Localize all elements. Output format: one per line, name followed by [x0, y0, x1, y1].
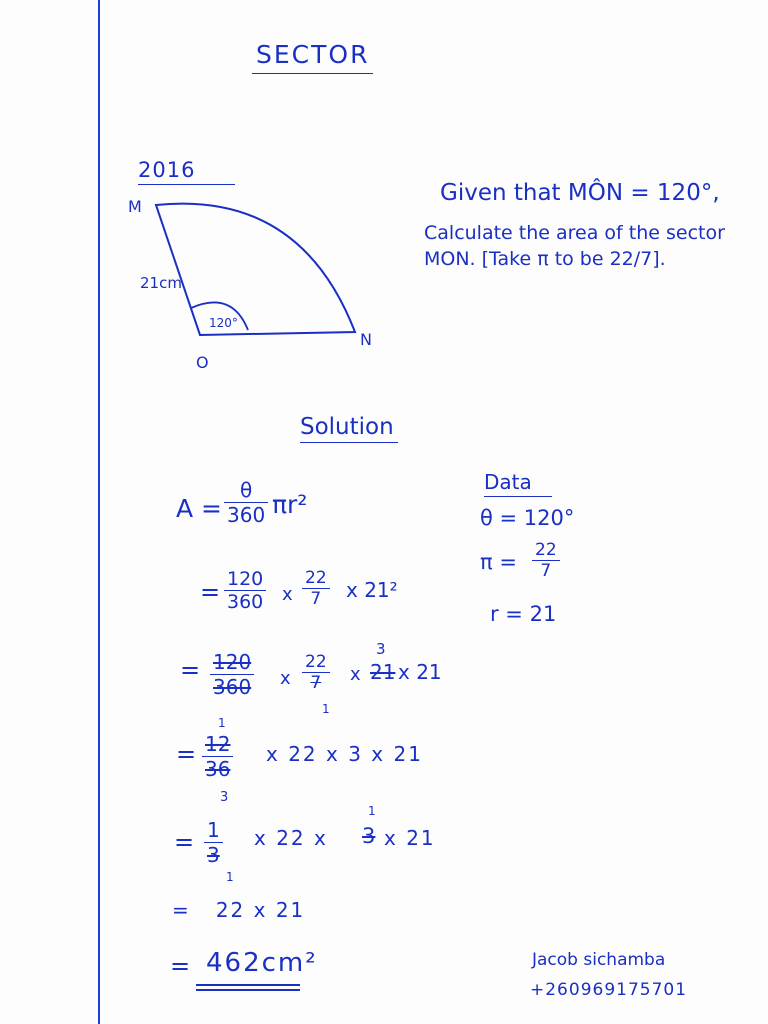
step4-top-small: 1	[218, 716, 226, 730]
page-title: SECTOR	[252, 40, 373, 74]
step1-num: θ	[224, 478, 268, 503]
label-n: N	[360, 330, 372, 349]
step3-pi-fraction	[302, 652, 330, 693]
step2-pden: 7	[310, 589, 322, 609]
step5-rest: x 21	[384, 826, 436, 850]
step5-3: 3	[362, 824, 376, 848]
answer-underline-1	[196, 984, 300, 986]
step3-21: 21	[370, 660, 396, 684]
data-pi-fraction	[532, 540, 560, 581]
step2-rest: x 21²	[346, 578, 398, 602]
step3-den: 360	[213, 675, 252, 699]
step2-pnum: 22	[302, 568, 330, 589]
step3-x1: x	[280, 668, 291, 689]
step2-x1: x	[282, 584, 293, 605]
question-line-1: Given that MÔN = 120°,	[440, 180, 720, 206]
label-m: M	[128, 197, 142, 216]
solution-heading: Solution	[300, 414, 398, 443]
step4-bottom-small: 3	[220, 790, 229, 805]
question-line-3: MON. [Take π to be 22/7].	[424, 248, 666, 270]
step5-eq: =	[174, 828, 195, 856]
step3-x2: x	[350, 664, 361, 685]
step5-fraction	[204, 818, 223, 867]
answer-underline-2	[196, 989, 300, 991]
final-answer: 462cm²	[206, 948, 318, 978]
signature-name: Jacob sichamba	[532, 950, 666, 970]
data-pi-den: 7	[540, 561, 552, 581]
step3-21-small: 3	[376, 640, 386, 658]
step2-pi-fraction	[302, 568, 330, 609]
step4-fraction	[202, 732, 233, 781]
radius-label: 21cm	[140, 274, 182, 292]
sector-shape	[156, 204, 355, 335]
data-heading: Data	[484, 470, 552, 497]
sector-diagram	[120, 190, 370, 380]
signature-phone: +260969175701	[530, 980, 688, 1000]
step1-rest: πr²	[272, 490, 308, 519]
margin-line	[98, 0, 100, 1024]
step3-num: 120	[210, 650, 254, 675]
step3-pnum: 22	[302, 652, 330, 673]
step2-den: 360	[227, 591, 264, 613]
step3-rest: x 21	[398, 660, 442, 684]
angle-label: 120°	[209, 316, 238, 330]
step1-lhs: A =	[176, 494, 222, 523]
step1-den: 360	[227, 503, 266, 527]
step6: = 22 x 21	[172, 898, 306, 922]
step4-rest: x 22 x 3 x 21	[266, 742, 423, 766]
label-o: O	[196, 353, 209, 372]
data-r: r = 21	[490, 602, 557, 626]
step5-num: 1	[204, 818, 223, 843]
year-label: 2016	[138, 158, 235, 185]
step2-eq: =	[200, 578, 221, 606]
data-pi-lhs: π =	[480, 550, 517, 574]
step5-bottom-small: 1	[226, 870, 234, 884]
data-theta: θ = 120°	[480, 506, 575, 530]
step5-3-small: 1	[368, 804, 376, 818]
step7-eq: =	[170, 952, 191, 980]
step4-eq: =	[176, 740, 197, 768]
step3-fraction	[210, 650, 254, 699]
question-line-2: Calculate the area of the sector	[424, 222, 725, 244]
step4-den: 36	[205, 757, 231, 781]
step5-den: 3	[207, 843, 220, 867]
step3-eq: =	[180, 656, 201, 684]
data-pi-num: 22	[532, 540, 560, 561]
step1-fraction	[224, 478, 268, 527]
step2-num: 120	[224, 568, 266, 591]
step2-fraction	[224, 568, 266, 613]
step5-x22: x 22 x	[254, 826, 328, 850]
step4-num: 12	[202, 732, 233, 757]
step3-pden: 7	[310, 673, 322, 693]
step3-pden-small: 1	[322, 702, 330, 716]
